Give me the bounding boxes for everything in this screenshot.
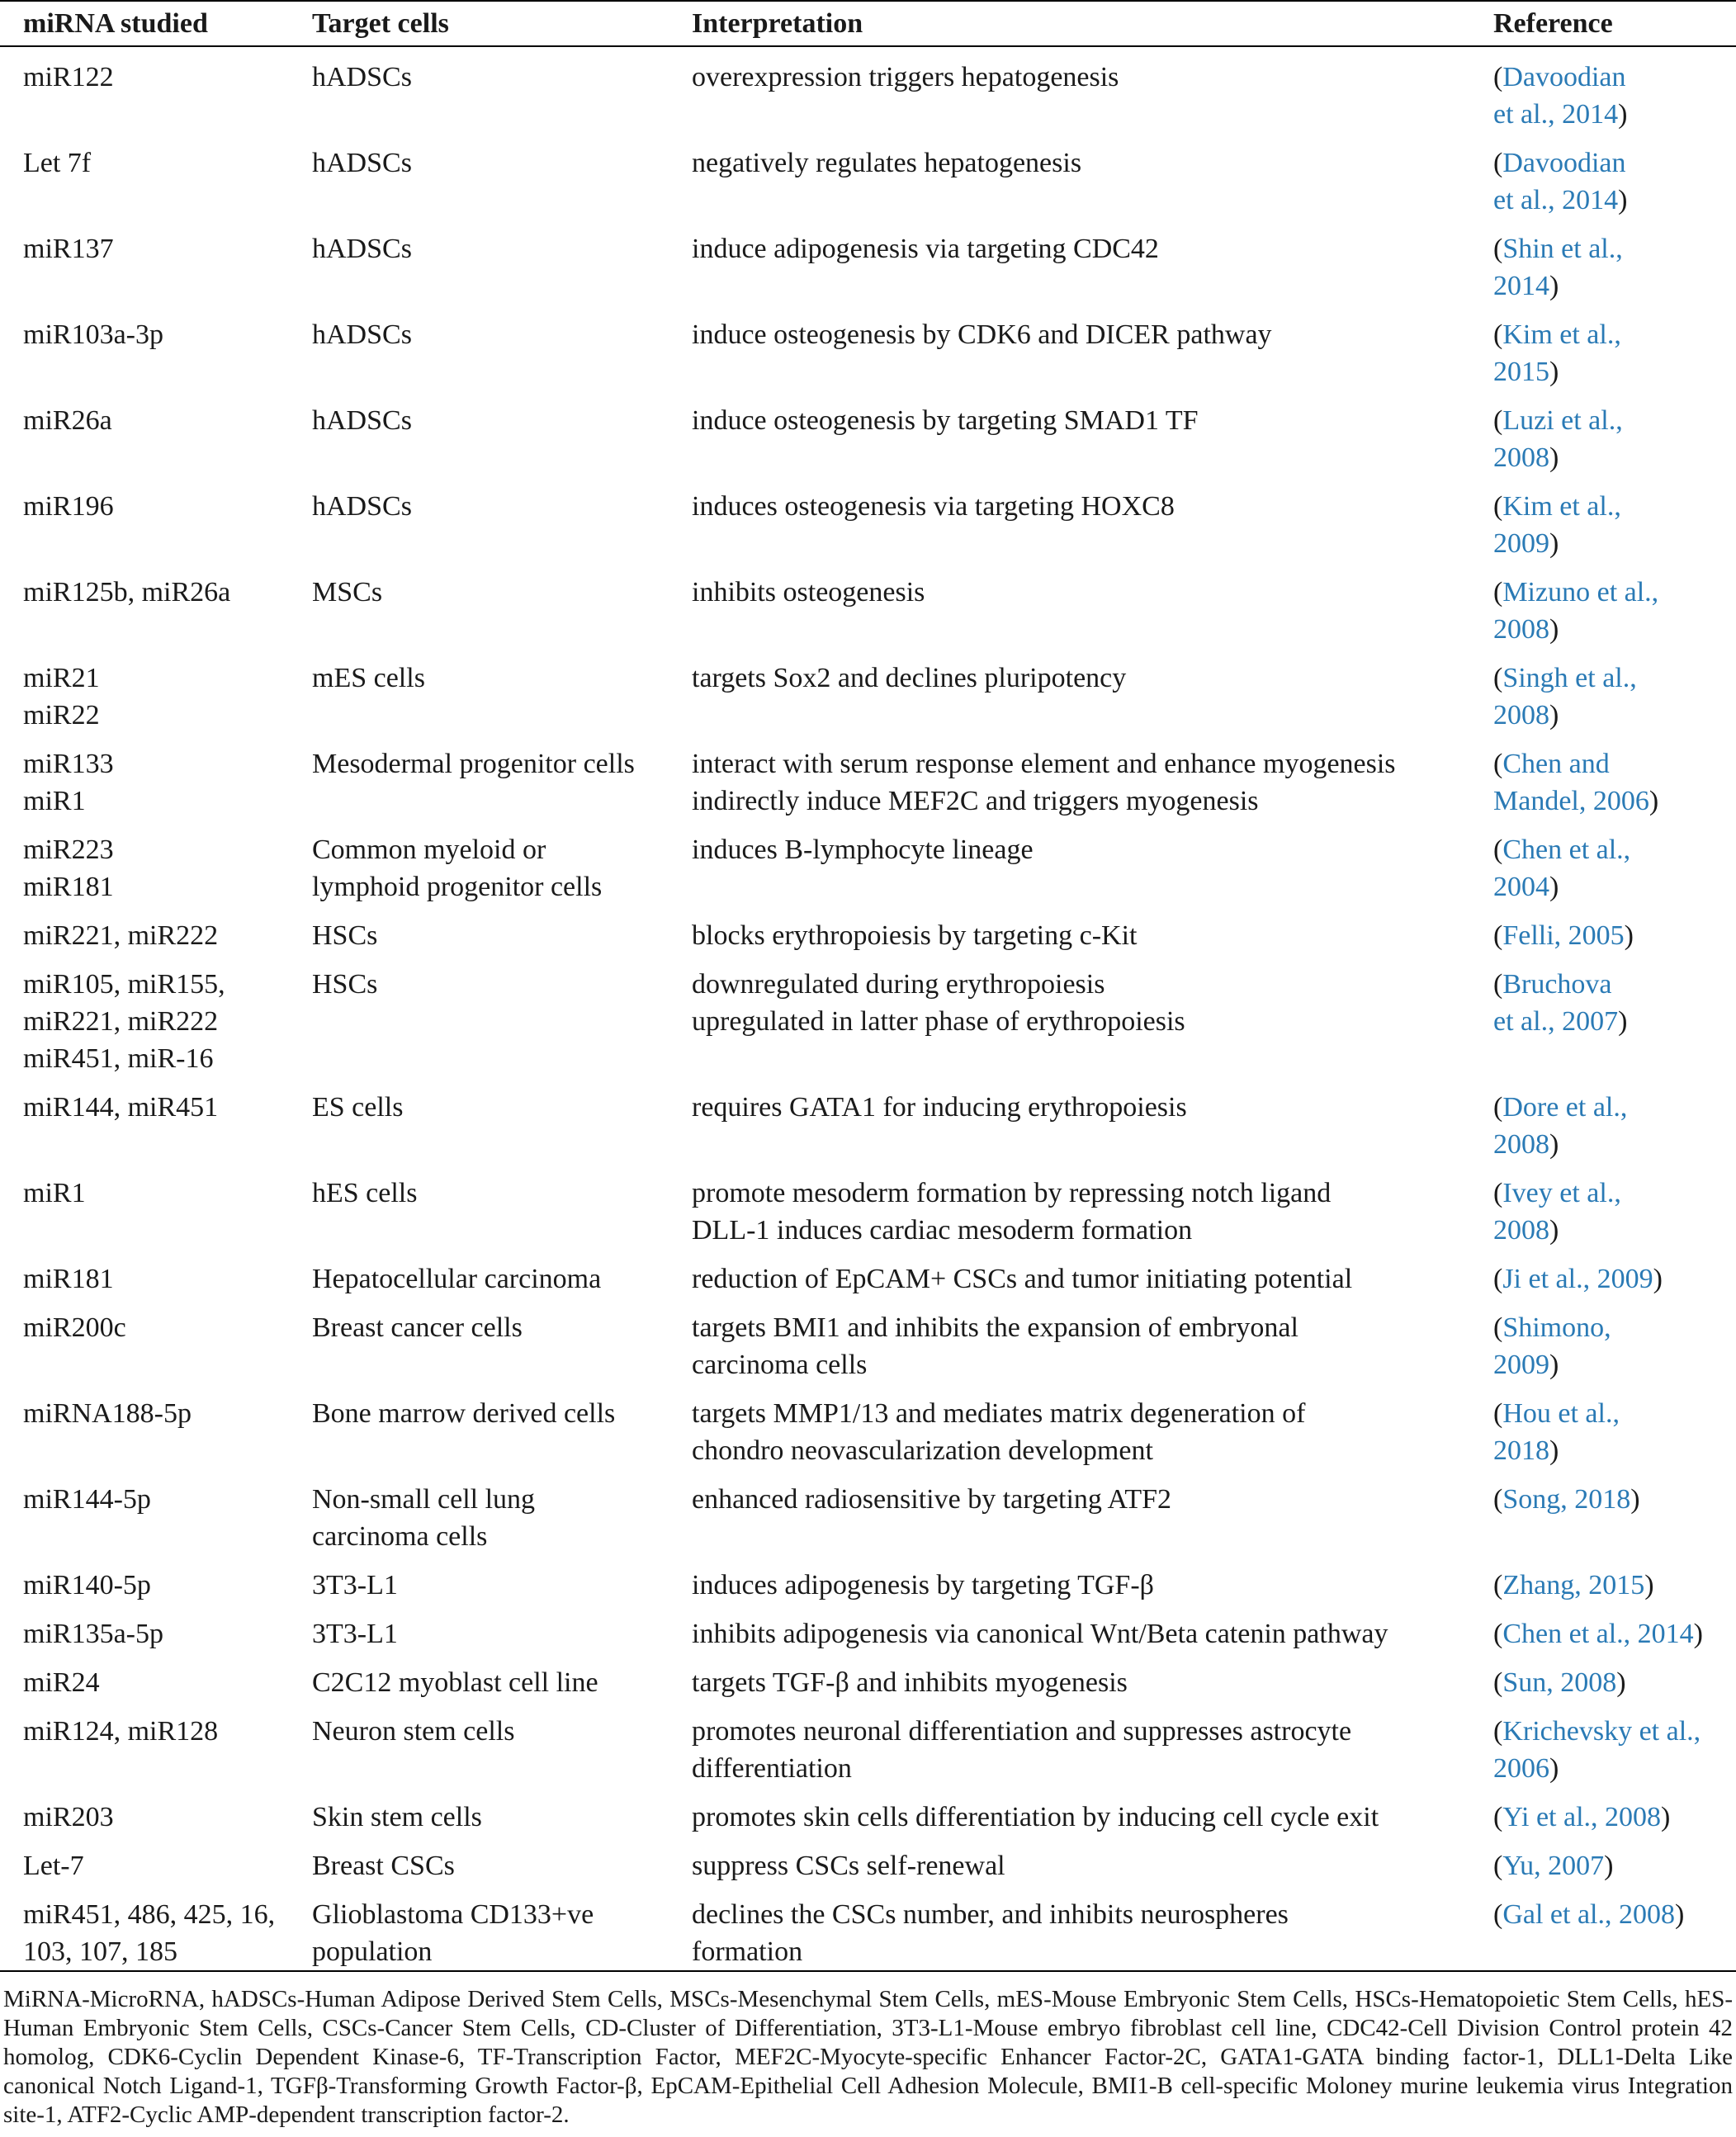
ref-paren-open: ( [1493,1312,1503,1343]
cell-reference [1490,305,1736,390]
cell-interpretation: interact with serum response element and enhance myogenesis indirectly induce MEF2C and triggers myogenesis [692,749,1396,816]
cell-reference [1490,1163,1736,1249]
ref-paren-open: ( [1493,577,1503,608]
ref-paren-open: ( [1493,1851,1503,1881]
ref-paren-close: ) [1549,357,1559,387]
reference-link[interactable]: Yi et al., 2008 [1502,1802,1662,1832]
ref-paren-close: ) [1648,786,1659,816]
table-row [0,46,1736,133]
table-row [0,133,1736,219]
reference-link[interactable]: Kim et al., 2009 [1493,491,1621,559]
cell-reference [1490,648,1736,734]
cell-interpretation: overexpression triggers hepatogenesis [692,62,1119,92]
reference-link[interactable]: Shin et al., 2014 [1493,234,1623,301]
table-row [0,219,1736,305]
table-row [0,390,1736,476]
cell-interpretation: promote mesoderm formation by repressing notch ligand DLL-1 induces cardiac mesoderm formation [692,1178,1332,1246]
cell-target-cells: HSCs [312,969,378,1000]
ref-paren-open: ( [1493,1716,1503,1747]
reference-link[interactable]: Yu, 2007 [1502,1851,1605,1881]
ref-paren-open: ( [1493,663,1503,693]
cell-target-cells: Skin stem cells [312,1802,482,1832]
ref-paren-close: ) [1549,700,1559,730]
cell-mirna: miR21 miR22 [23,663,100,730]
cell-reference [1490,1701,1736,1787]
ref-paren-close: ) [1549,528,1559,559]
reference-link[interactable]: Mizuno et al., 2008 [1493,577,1659,645]
ref-paren-open: ( [1493,969,1503,1000]
cell-mirna: miR103a-3p [23,319,163,350]
ref-paren-open: ( [1493,491,1503,522]
ref-paren-close: ) [1618,1006,1628,1037]
ref-paren-open: ( [1493,1264,1503,1294]
cell-mirna: miR221, miR222 [23,920,219,951]
cell-reference [1490,1383,1736,1469]
ref-paren-close: ) [1549,1753,1559,1784]
table-row [0,1077,1736,1163]
cell-reference [1490,219,1736,305]
cell-mirna: miR196 [23,491,114,522]
cell-interpretation: promotes neuronal differentiation and suppresses astrocyte differentiation [692,1716,1352,1784]
cell-interpretation: inhibits osteogenesis [692,577,925,608]
cell-mirna: miR26a [23,405,112,436]
cell-interpretation: induce osteogenesis by CDK6 and DICER pathway [692,319,1272,350]
cell-reference [1490,954,1736,1077]
ref-paren-open: ( [1493,1398,1503,1429]
cell-mirna: miR24 [23,1667,100,1698]
reference-link[interactable]: Kim et al., 2015 [1493,319,1621,387]
cell-reference [1490,390,1736,476]
cell-target-cells: Common myeloid or lymphoid progenitor cells [312,834,603,902]
cell-target-cells: Non-small cell lung carcinoma cells [312,1484,536,1552]
cell-mirna: miR125b, miR26a [23,577,231,608]
reference-link[interactable]: Chen and Mandel, 2006 [1493,749,1649,816]
cell-interpretation: targets BMI1 and inhibits the expansion of embryonal carcinoma cells [692,1312,1298,1380]
reference-link[interactable]: Zhang, 2015 [1502,1570,1645,1600]
reference-link[interactable]: Shimono, 2009 [1493,1312,1611,1380]
cell-mirna: miR133 miR1 [23,749,114,816]
reference-link[interactable]: Krichevsky et al., 2006 [1493,1716,1701,1784]
cell-target-cells: Neuron stem cells [312,1716,515,1747]
table-row [0,1604,1736,1652]
cell-mirna: miR144, miR451 [23,1092,219,1123]
table-row [0,305,1736,390]
ref-paren-close: ) [1549,1435,1559,1466]
table-row [0,1555,1736,1604]
cell-reference [1490,1884,1736,1971]
ref-paren-close: ) [1675,1899,1685,1930]
cell-mirna: miR144-5p [23,1484,151,1515]
cell-reference [1490,1298,1736,1383]
ref-paren-close: ) [1618,99,1628,130]
cell-mirna: miR135a-5p [23,1619,163,1649]
ref-paren-open: ( [1493,234,1503,264]
reference-link[interactable]: Ji et al., 2009 [1502,1264,1653,1294]
cell-reference [1490,1555,1736,1604]
reference-link[interactable]: Song, 2018 [1502,1484,1631,1515]
cell-mirna: miR223 miR181 [23,834,114,902]
cell-reference [1490,1077,1736,1163]
table-row [0,1163,1736,1249]
table-row [0,1383,1736,1469]
ref-paren-close: ) [1604,1851,1614,1881]
cell-interpretation: induces adipogenesis by targeting TGF-β [692,1570,1154,1600]
cell-target-cells: hADSCs [312,405,412,436]
cell-reference [1490,133,1736,219]
reference-link[interactable]: Gal et al., 2008 [1502,1899,1675,1930]
table-row [0,820,1736,905]
ref-paren-open: ( [1493,1570,1503,1600]
cell-interpretation: enhanced radiosensitive by targeting ATF2 [692,1484,1172,1515]
cell-reference [1490,476,1736,562]
cell-interpretation: targets MMP1/13 and mediates matrix degeneration of chondro neovascularization development [692,1398,1306,1466]
ref-paren-close: ) [1618,185,1628,215]
cell-target-cells: HSCs [312,920,378,951]
ref-paren-open: ( [1493,1619,1503,1649]
table-header [0,1,1736,46]
cell-target-cells: C2C12 myoblast cell line [312,1667,598,1698]
ref-paren-close: ) [1653,1264,1663,1294]
ref-paren-open: ( [1493,1092,1503,1123]
cell-reference [1490,820,1736,905]
table-row [0,954,1736,1077]
header-target-cells: Target cells [289,1,669,46]
cell-target-cells: mES cells [312,663,425,693]
table-row [0,476,1736,562]
cell-mirna: Let 7f [23,148,92,178]
ref-paren-close: ) [1549,271,1559,301]
ref-paren-open: ( [1493,62,1503,92]
table-row [0,1836,1736,1884]
reference-link[interactable]: Chen et al., 2004 [1493,834,1631,902]
cell-mirna: Let-7 [23,1851,84,1881]
reference-link[interactable]: Singh et al., 2008 [1493,663,1637,730]
cell-interpretation: targets Sox2 and declines pluripotency [692,663,1127,693]
ref-paren-open: ( [1493,1178,1503,1208]
cell-mirna: miR181 [23,1264,114,1294]
cell-target-cells: Bone marrow derived cells [312,1398,616,1429]
cell-target-cells: Mesodermal progenitor cells [312,749,635,779]
cell-interpretation: targets TGF-β and inhibits myogenesis [692,1667,1128,1698]
table-row [0,648,1736,734]
cell-target-cells: Hepatocellular carcinoma [312,1264,602,1294]
cell-interpretation: downregulated during erythropoiesis upregulated in latter phase of erythropoiesis [692,969,1185,1037]
header-reference: Reference [1490,1,1736,46]
header-row [0,1,1736,46]
ref-paren-open: ( [1493,1802,1503,1832]
table-row [0,562,1736,648]
ref-paren-open: ( [1493,920,1503,951]
cell-reference [1490,905,1736,954]
cell-target-cells: hADSCs [312,62,412,92]
ref-paren-close: ) [1549,872,1559,902]
cell-interpretation: induce adipogenesis via targeting CDC42 [692,234,1159,264]
table-row [0,1787,1736,1836]
ref-paren-open: ( [1493,749,1503,779]
cell-target-cells: hES cells [312,1178,418,1208]
reference-link[interactable]: Dore et al., 2008 [1493,1092,1628,1160]
ref-paren-close: ) [1661,1802,1671,1832]
cell-reference [1490,1787,1736,1836]
ref-paren-close: ) [1549,1215,1559,1246]
table-body [0,46,1736,1971]
cell-reference [1490,46,1736,133]
ref-paren-open: ( [1493,1899,1503,1930]
cell-target-cells: MSCs [312,577,383,608]
cell-mirna: miR140-5p [23,1570,151,1600]
ref-paren-open: ( [1493,319,1503,350]
table-row [0,734,1736,820]
ref-paren-open: ( [1493,148,1503,178]
ref-paren-close: ) [1549,614,1559,645]
table-row [0,1884,1736,1971]
cell-target-cells: 3T3-L1 [312,1570,398,1600]
cell-interpretation: promotes skin cells differentiation by inducing cell cycle exit [692,1802,1379,1832]
reference-link[interactable]: Ivey et al., 2008 [1493,1178,1621,1246]
cell-mirna: miR200c [23,1312,126,1343]
cell-reference [1490,1249,1736,1298]
header-mirna: miRNA studied [0,1,289,46]
cell-mirna: miRNA188-5p [23,1398,192,1429]
ref-paren-close: ) [1630,1484,1640,1515]
cell-target-cells: Breast cancer cells [312,1312,523,1343]
ref-paren-close: ) [1644,1570,1654,1600]
ref-paren-close: ) [1616,1667,1626,1698]
ref-paren-close: ) [1693,1619,1703,1649]
cell-target-cells: 3T3-L1 [312,1619,398,1649]
cell-interpretation: reduction of EpCAM+ CSCs and tumor initiating potential [692,1264,1353,1294]
reference-link[interactable]: Davoodian et al., 2014 [1493,148,1626,215]
reference-link[interactable]: Hou et al., 2018 [1493,1398,1620,1466]
cell-interpretation: induces B-lymphocyte lineage [692,834,1034,865]
reference-link[interactable]: Luzi et al., 2008 [1493,405,1623,473]
cell-reference [1490,1469,1736,1555]
table-footnote: MiRNA-MicroRNA, hADSCs-Human Adipose Derived Stem Cells, MSCs-Mesenchymal Stem Cells, mES-Mouse Embryonic Stem Cells, HSCs-Hematopoietic Stem Cells, hES-Human Embryonic Stem Cells, CSCs-Cancer Stem Cells, CD-Cluster of Differentiation, 3T3-L1-Mouse embryo fibroblast cell line, CDC42-Cell Division Control protein 42 homolog, CDK6-Cyclin Dependent Kinase-6, TF-Transcription Factor, MEF2C-Myocyte-specific Enhancer Factor-2C, GATA1-GATA binding factor-1, DLL1-Delta Like canonical Notch Ligand-1, TGFβ-Transforming Growth Factor-β, EpCAM-Epithelial Cell Adhesion Molecule, BMI1-B cell-specific Moloney murine leukemia virus Integration site-1, ATF2-Cyclic AMP-dependent transcription factor-2. [3,1986,1733,2128]
reference-link[interactable]: Davoodian et al., 2014 [1493,62,1626,130]
ref-paren-close: ) [1549,1129,1559,1160]
cell-mirna: miR105, miR155, miR221, miR222 miR451, miR-16 [23,969,225,1074]
table-row [0,905,1736,954]
cell-mirna: miR124, miR128 [23,1716,219,1747]
ref-paren-close: ) [1624,920,1634,951]
reference-link[interactable]: Sun, 2008 [1502,1667,1617,1698]
table-row [0,1469,1736,1555]
cell-interpretation: inhibits adipogenesis via canonical Wnt/Beta catenin pathway [692,1619,1388,1649]
table-row [0,1249,1736,1298]
cell-mirna: miR122 [23,62,114,92]
cell-mirna: miR137 [23,234,114,264]
cell-interpretation: negatively regulates hepatogenesis [692,148,1082,178]
cell-interpretation: induce osteogenesis by targeting SMAD1 TF [692,405,1199,436]
cell-mirna: miR203 [23,1802,114,1832]
reference-link[interactable]: Bruchova et al., 2007 [1493,969,1619,1037]
ref-paren-close: ) [1549,1350,1559,1380]
cell-target-cells: Glioblastoma CD133+ve population [289,1884,669,1971]
cell-mirna: miR1 [23,1178,86,1208]
cell-interpretation: requires GATA1 for inducing erythropoiesis [692,1092,1187,1123]
cell-target-cells: ES cells [312,1092,404,1123]
ref-paren-open: ( [1493,405,1503,436]
cell-target-cells: hADSCs [312,148,412,178]
cell-target-cells: hADSCs [312,234,412,264]
cell-target-cells: hADSCs [312,491,412,522]
cell-interpretation: declines the CSCs number, and inhibits neurospheres formation [669,1884,1490,1971]
table-row [0,1701,1736,1787]
cell-reference [1490,1604,1736,1652]
table-row [0,1298,1736,1383]
cell-reference [1490,734,1736,820]
cell-interpretation: blocks erythropoiesis by targeting c-Kit [692,920,1138,951]
reference-link[interactable]: Chen et al., 2014 [1502,1619,1694,1649]
cell-mirna: miR451, 486, 425, 16, 103, 107, 185 [0,1884,289,1971]
header-interpretation: Interpretation [669,1,1490,46]
cell-interpretation: suppress CSCs self-renewal [692,1851,1005,1881]
cell-reference [1490,1652,1736,1701]
ref-paren-open: ( [1493,834,1503,865]
reference-link[interactable]: Felli, 2005 [1502,920,1625,951]
cell-reference [1490,1836,1736,1884]
ref-paren-open: ( [1493,1484,1503,1515]
ref-paren-close: ) [1549,442,1559,473]
cell-interpretation: induces osteogenesis via targeting HOXC8 [692,491,1175,522]
ref-paren-open: ( [1493,1667,1503,1698]
table-row [0,1652,1736,1701]
cell-target-cells: hADSCs [312,319,412,350]
cell-reference [1490,562,1736,648]
cell-target-cells: Breast CSCs [312,1851,455,1881]
